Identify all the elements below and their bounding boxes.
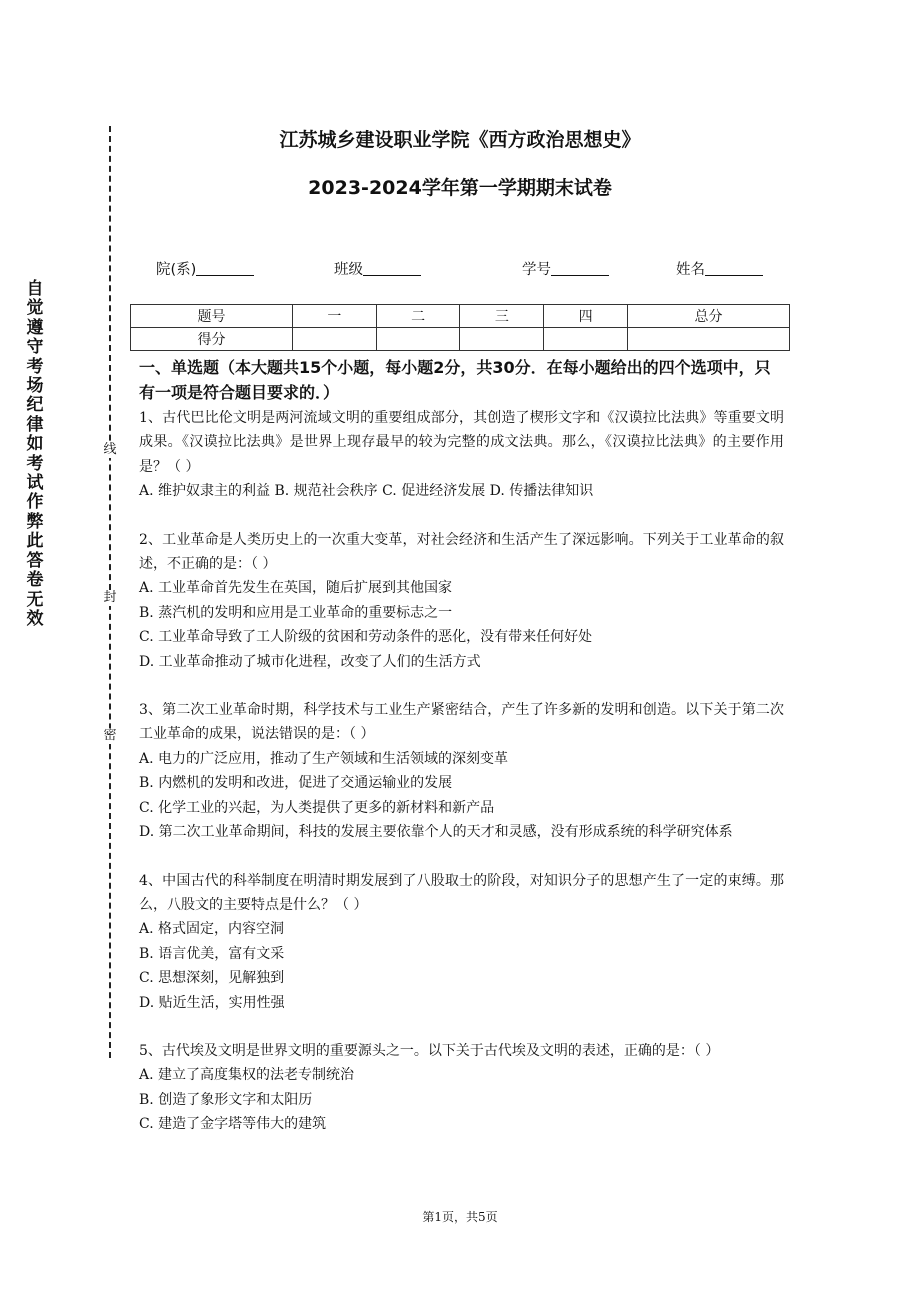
question-text: 1、古代巴比伦文明是两河流域文明的重要组成部分，其创造了楔形文字和《汉谟拉比法典》等重要文明成果。《汉谟拉比法典》是世界上现存最早的较为完整的成文法典。那么，《汉谟拉比法典》的主要作用是？（ ）	[139, 410, 784, 475]
score-table-header-row	[131, 305, 790, 328]
score-header-cell: 题号	[131, 305, 293, 328]
name-field[interactable]	[676, 258, 763, 279]
option-d: D. 贴近生活，实用性强	[139, 994, 285, 1011]
cut-label-secret: 密	[103, 728, 117, 743]
question-text: 3、第二次工业革命时期，科学技术与工业生产紧密结合，产生了许多新的发明和创造。以下关于第二次工业革命的成果，说法错误的是：（ ）	[139, 702, 784, 743]
exam-content	[139, 355, 784, 1161]
score-header-cell: 一	[292, 305, 376, 328]
section-heading: 一、单选题（本大题共15个小题，每小题2分，共30分．在每小题给出的四个选项中，只有一项是符合题目要求的．）	[139, 358, 771, 402]
name-label: 姓名	[676, 262, 705, 278]
class-field[interactable]	[334, 258, 421, 279]
question-4	[139, 869, 784, 1015]
cut-label-seal: 封	[103, 590, 117, 605]
name-blank[interactable]	[705, 260, 763, 276]
option-b: B. 蒸汽机的发明和应用是工业革命的重要标志之一	[139, 604, 453, 621]
question-options: A. 维护奴隶主的利益 B. 规范社会秩序 C. 促进经济发展 D. 传播法律知识	[139, 483, 594, 500]
score-header-cell: 总分	[628, 305, 790, 328]
question-2	[139, 528, 784, 674]
option-d: D. 第二次工业革命期间，科技的发展主要依靠个人的天才和灵感，没有形成系统的科学研究体系	[139, 824, 733, 841]
score-cell[interactable]	[376, 328, 460, 351]
option-c: C. 思想深刻，见解独到	[139, 970, 285, 987]
question-text: 5、古代埃及文明是世界文明的重要源头之一。以下关于古代埃及文明的表述，正确的是：（ ）	[139, 1042, 720, 1059]
question-3	[139, 698, 784, 844]
dept-label: 院(系)	[156, 262, 197, 278]
score-cell[interactable]	[460, 328, 544, 351]
option-c: C. 工业革命导致了工人阶级的贫困和劳动条件的恶化，没有带来任何好处	[139, 629, 593, 646]
page-footer: 第1页，共5页	[422, 1210, 498, 1224]
question-1	[139, 406, 784, 504]
exam-title-line1: 江苏城乡建设职业学院《西方政治思想史》	[279, 129, 641, 151]
score-cell[interactable]	[544, 328, 628, 351]
option-b: B. 创造了象形文字和太阳历	[139, 1091, 313, 1108]
question-text: 4、中国古代的科举制度在明清时期发展到了八股取士的阶段，对知识分子的思想产生了一定的束缚。那么，八股文的主要特点是什么？（ ）	[139, 872, 784, 913]
option-a: A. 建立了高度集权的法老专制统治	[139, 1067, 355, 1084]
student-id-blank[interactable]	[551, 260, 609, 276]
score-header-cell: 二	[376, 305, 460, 328]
score-header-cell: 四	[544, 305, 628, 328]
student-info-row	[130, 258, 790, 282]
class-label: 班级	[334, 262, 363, 278]
student-id-label: 学号	[522, 262, 551, 278]
option-c: C. 建造了金字塔等伟大的建筑	[139, 1116, 327, 1133]
question-5	[139, 1039, 784, 1137]
exam-title-line2: 2023-2024学年第一学期期末试卷	[308, 177, 612, 199]
option-d: D. 工业革命推动了城市化进程，改变了人们的生活方式	[139, 653, 481, 670]
score-cell[interactable]	[292, 328, 376, 351]
option-b: B. 内燃机的发明和改进，促进了交通运输业的发展	[139, 775, 453, 792]
dept-blank[interactable]	[196, 260, 254, 276]
score-table-score-row	[131, 328, 790, 351]
dept-field[interactable]	[156, 258, 254, 279]
score-row-label: 得分	[131, 328, 293, 351]
option-a: A. 格式固定，内容空洞	[139, 921, 285, 938]
score-table	[130, 304, 790, 351]
cut-label-line: 线	[103, 442, 117, 457]
class-blank[interactable]	[363, 260, 421, 276]
exam-discipline-warning: 自觉遵守考场纪律如考试作弊此答卷无效	[26, 279, 44, 629]
student-id-field[interactable]	[522, 258, 609, 279]
option-a: A. 工业革命首先发生在英国，随后扩展到其他国家	[139, 580, 453, 597]
score-cell[interactable]	[628, 328, 790, 351]
option-c: C. 化学工业的兴起，为人类提供了更多的新材料和新产品	[139, 799, 495, 816]
question-text: 2、工业革命是人类历史上的一次重大变革，对社会经济和生活产生了深远影响。下列关于工业革命的叙述，不正确的是：（ ）	[139, 531, 784, 573]
option-b: B. 语言优美，富有文采	[139, 945, 285, 962]
option-a: A. 电力的广泛应用，推动了生产领域和生活领域的深刻变革	[139, 750, 509, 767]
score-header-cell: 三	[460, 305, 544, 328]
